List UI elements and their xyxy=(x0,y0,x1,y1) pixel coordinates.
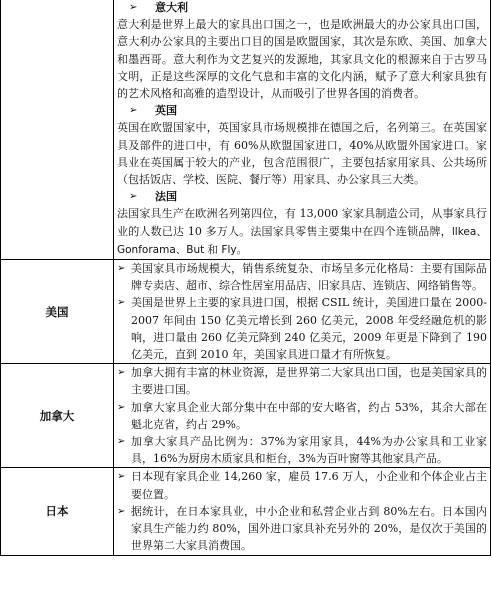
list-item xyxy=(117,364,487,398)
bullet-text: 加拿大拥有丰富的林业资源，是世界第二大家具出口国，也是美国家具的主要进口国。 xyxy=(131,366,487,397)
arrow-bullet-icon: ➢ xyxy=(117,471,126,483)
table-row xyxy=(1,260,491,364)
italy-paragraph: 意大利是世界上最大的家具出口国之一，也是欧洲最大的办公家具出口国，意大利办公家具的主要出口目的国是欧盟国家，其次是东欧、美国、加拿大和墨西哥。意大利作为文艺复兴的发源地，其家具文化的根源来自于古罗马文明，正是这些深厚的文化气息和丰富的文化内涵，赋予了意大利家具独有的艺术风格和高雅的造型设计，从而吸引了世界各国的消费者。 xyxy=(117,18,487,101)
uk-heading xyxy=(117,102,487,119)
arrow-bullet-icon: ➢ xyxy=(117,505,126,517)
arrow-bullet-icon: ➢ xyxy=(117,401,126,413)
france-heading xyxy=(117,188,487,205)
france-brands: llkea、Gonforama、But 和 Fly。 xyxy=(117,225,487,256)
row-label-usa: 美国 xyxy=(1,260,114,364)
arrow-bullet-icon: ➢ xyxy=(129,105,138,117)
row-label-canada: 加拿大 xyxy=(1,364,114,468)
bullet-text: 加拿大家具产品比例为：37%为家用家具，44%为办公家具和工业家具，16%为厨房木质家具和柜台，3%为百叶窗等其他家具产品。 xyxy=(131,435,487,466)
row-label-japan: 日本 xyxy=(1,468,114,555)
list-item xyxy=(117,294,487,363)
uk-heading-text: 英国 xyxy=(155,104,177,118)
table-row xyxy=(1,468,491,555)
japan-content-cell xyxy=(114,468,491,555)
arrow-bullet-icon: ➢ xyxy=(129,2,138,13)
list-item xyxy=(117,468,487,502)
list-item xyxy=(117,503,487,555)
arrow-bullet-icon: ➢ xyxy=(117,367,126,379)
list-item xyxy=(117,399,487,433)
empty-label-cell xyxy=(1,0,114,260)
bullet-text: 据统计，在日本家具业，中小企业和私营企业占到 80%左右。日本国内家具生产能力约 80%，国外进口家具补充另外的 20%，是仅次于美国的世界第二大家具消费国。 xyxy=(131,504,487,553)
uk-paragraph: 英国在欧盟国家中，英国家具市场规模排在德国之后，名列第三。在英国家具及部件的进口中，有 60%从欧盟国家进口，40%从欧盟外国家进口。家具业在英国属于较大的产业，包含范围很广，主要包括家用家具、公共场所（包括饭店、学校、医院、餐厅等）用家具、办公家具三大类。 xyxy=(117,121,487,187)
arrow-bullet-icon: ➢ xyxy=(117,297,126,309)
usa-content-cell xyxy=(114,260,491,364)
list-item xyxy=(117,260,487,294)
bullet-text: 日本现有家具企业 14,260 家，雇员 17.6 万人，小企业和个体企业占主要位置。 xyxy=(131,470,487,501)
europe-content-cell xyxy=(114,0,491,260)
canada-content-cell xyxy=(114,364,491,468)
arrow-bullet-icon: ➢ xyxy=(129,191,138,203)
bullet-text: 美国家具市场规模大，销售系统复杂、市场呈多元化格局：主要有国际品牌专卖店、超市、综合性居室用品店、旧家具店、连锁店、网络销售等。 xyxy=(131,262,487,293)
table-row xyxy=(1,364,491,468)
list-item xyxy=(117,433,487,467)
italy-heading-text: 意大利 xyxy=(155,1,188,14)
arrow-bullet-icon: ➢ xyxy=(117,436,126,448)
bullet-text: 加拿大家具企业大部分集中在中部的安大略省，约占 53%，其余大部在魁北克省，约占 29%。 xyxy=(131,400,487,431)
france-text: 法国家具生产在欧洲名列第四位，有 13,000 家家具制造公司，从事家具行业的人数已达 10 多万人。法国家具零售主要集中在四个连锁品牌， xyxy=(117,207,487,238)
table-row xyxy=(1,0,491,260)
france-paragraph xyxy=(117,205,487,259)
italy-heading xyxy=(117,0,487,16)
france-heading-text: 法国 xyxy=(155,190,177,204)
arrow-bullet-icon: ➢ xyxy=(117,263,126,275)
bullet-text: 美国是世界上主要的家具进口国，根据 CSIL 统计，美国进口量在 2000-2007 年间由 150 亿美元增长到 260 亿美元，2008 年受经融危机的影响，进口量由 260 亿美元降到 240 亿美元，2009 年更是下降到了 190 亿美元，直到 2010 年，美国家具进口量才有所恢复。 xyxy=(131,296,487,362)
